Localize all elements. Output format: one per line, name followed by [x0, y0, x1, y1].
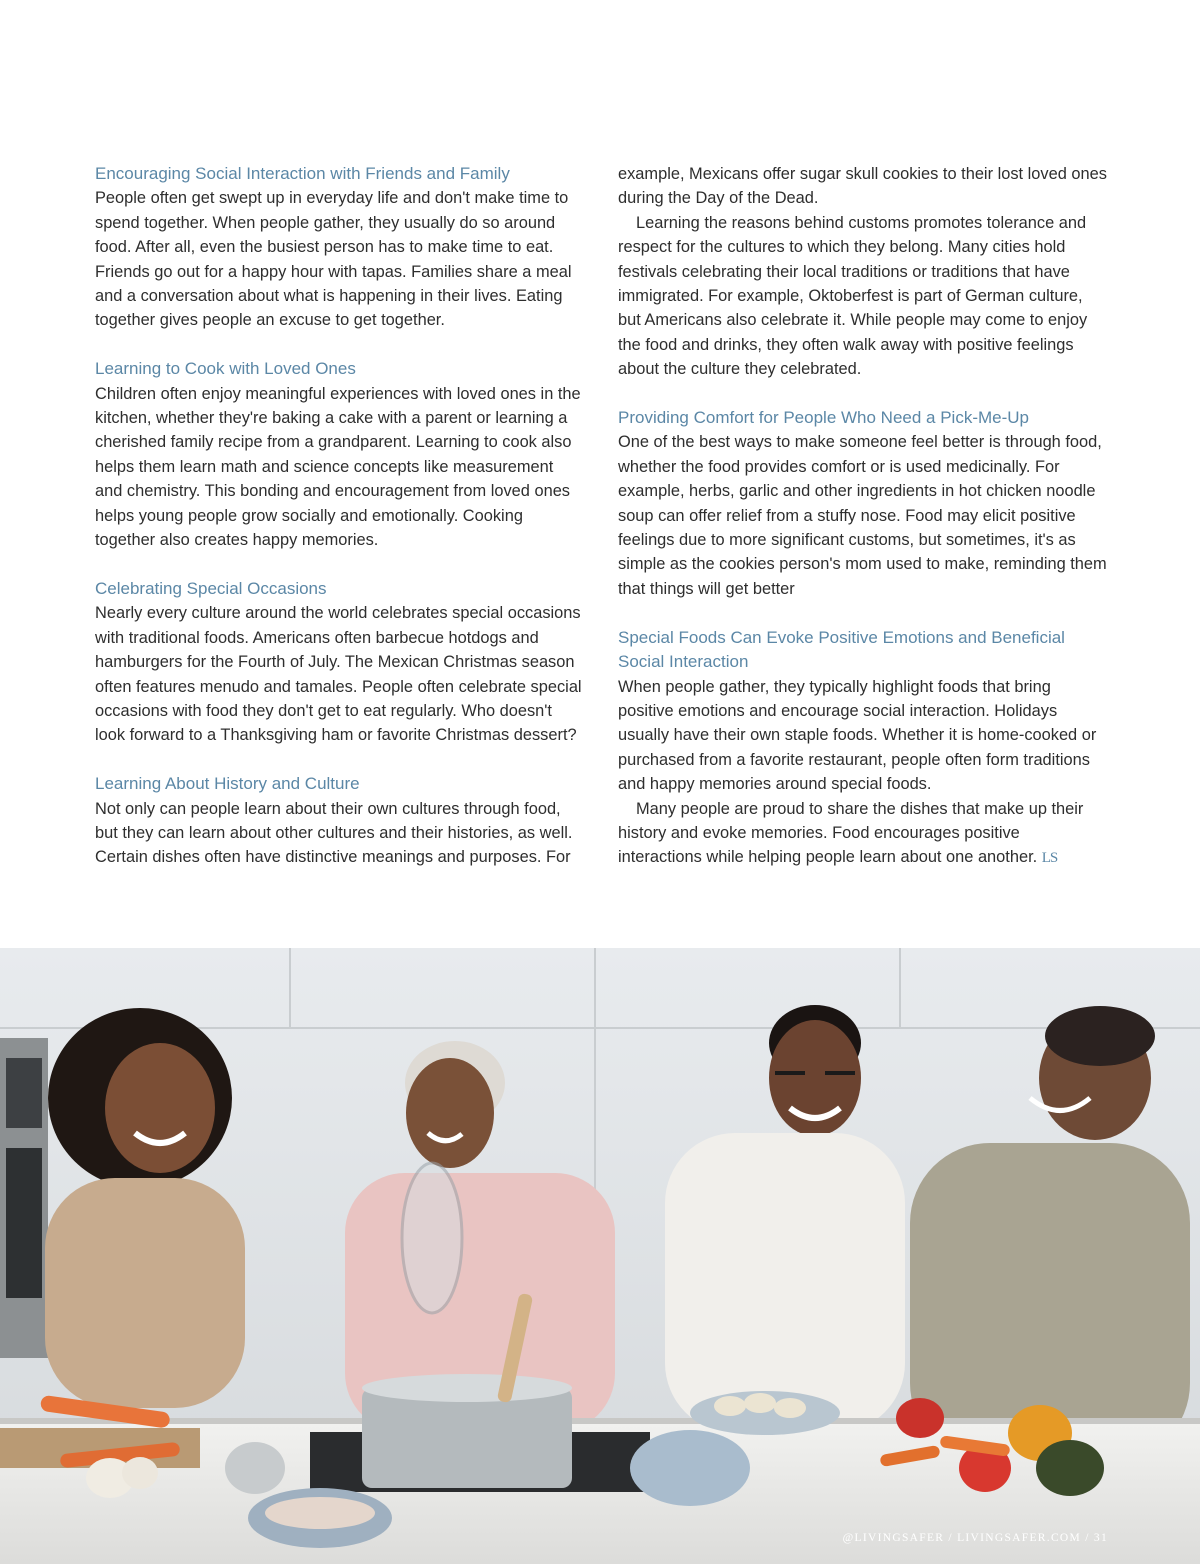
section-heading: Providing Comfort for People Who Need a Pick-Me-Up: [618, 408, 1029, 428]
section-paragraph-final: [618, 797, 1108, 871]
section-heading: Special Foods Can Evoke Positive Emotions and Beneficial Social Interaction: [618, 627, 1065, 672]
right-column: [618, 162, 1108, 871]
section-heading: Encouraging Social Interaction with Friends and Family: [95, 164, 510, 183]
section-paragraph: Nearly every culture around the world celebrates special occasions with traditional foods. Americans often barbecue hotdogs and hamburgers for the Fourth of July. The Mexican Christmas season often features menudo and tamales. People often celebrate special occasions with food they don't get to eat regularly. Who doesn't look forward to a Thanksgiving ham or favorite Christmas dessert?: [95, 604, 582, 745]
section-heading: Celebrating Special Occasions: [95, 578, 327, 598]
final-text: Many people are proud to share the dishes that make up their history and evoke memories. Food encourages positive interactions while helping people learn about one another.: [618, 799, 1084, 867]
article-section: [618, 626, 1108, 871]
left-column: [95, 162, 585, 870]
section-paragraph: Children often enjoy meaningful experiences with loved ones in the kitchen, whether they're baking a cake with a parent or learning a cherished family recipe from a grandparent. Learning to cook also helps them learn math and science concepts like measurement and chemistry. This bonding and encouragement from loved ones helps young people grow socially and emotionally. Cooking together also creates happy memories.: [95, 384, 581, 550]
page-footer: @LIVINGSAFER / LIVINGSAFER.COM / 31: [842, 1532, 1108, 1544]
section-paragraph: When people gather, they typically highlight foods that bring positive emotions and encourage social interaction. Holidays usually have their own staple foods. Whether it is home-cooked or purchased from a favorite restaurant, people often form traditions and happy memories around special foods.: [618, 677, 1097, 794]
section-paragraph: Not only can people learn about their own cultures through food, but they can learn about other cultures and their histories, as well. Certain dishes often have distinctive meanings and purposes. For: [95, 799, 573, 867]
end-mark-icon: LS: [1041, 850, 1058, 867]
section-paragraph: People often get swept up in everyday life and don't make time to spend together. When people gather, they usually do so around food. After all, even the busiest person has to make time to eat. Friends go out for a happy hour with tapas. Families share a meal and a conversation about what is happening in their lives. Eating together gives people an excuse to get together.: [95, 189, 572, 330]
article-section: [95, 577, 585, 748]
article-section: [95, 772, 585, 870]
photo-illustration: [0, 948, 1200, 1564]
section-heading: Learning About History and Culture: [95, 774, 360, 794]
section-paragraph: One of the best ways to make someone feel better is through food, whether the food provides comfort or is used medicinally. For example, herbs, garlic and other ingredients in hot chicken noodle soup can offer relief from a stuffy nose. Food may elicit positive feelings due to more significant customs, but sometimes, it's as simple as the cookies person's mom used to make, reminding them that things will get better: [618, 433, 1107, 598]
article-section: [618, 406, 1108, 601]
article-section: [95, 357, 585, 552]
section-heading: Learning to Cook with Loved Ones: [95, 359, 356, 379]
family-cooking-photo: [0, 948, 1200, 1564]
section-paragraph: Learning the reasons behind customs promotes tolerance and respect for the cultures to which they belong. Many cities hold festivals celebrating their local traditions or traditions that have immigrated. For example, Oktoberfest is part of German culture, but Americans also celebrate it. While people may come to enjoy the food and drinks, they often walk away with positive feelings about the culture they celebrated.: [618, 213, 1088, 379]
continuation-paragraph: example, Mexicans offer sugar skull cookies to their lost loved ones during the Day of the Dead.: [618, 165, 1107, 208]
article-section: [95, 162, 585, 333]
article-section-continued: [618, 162, 1108, 382]
